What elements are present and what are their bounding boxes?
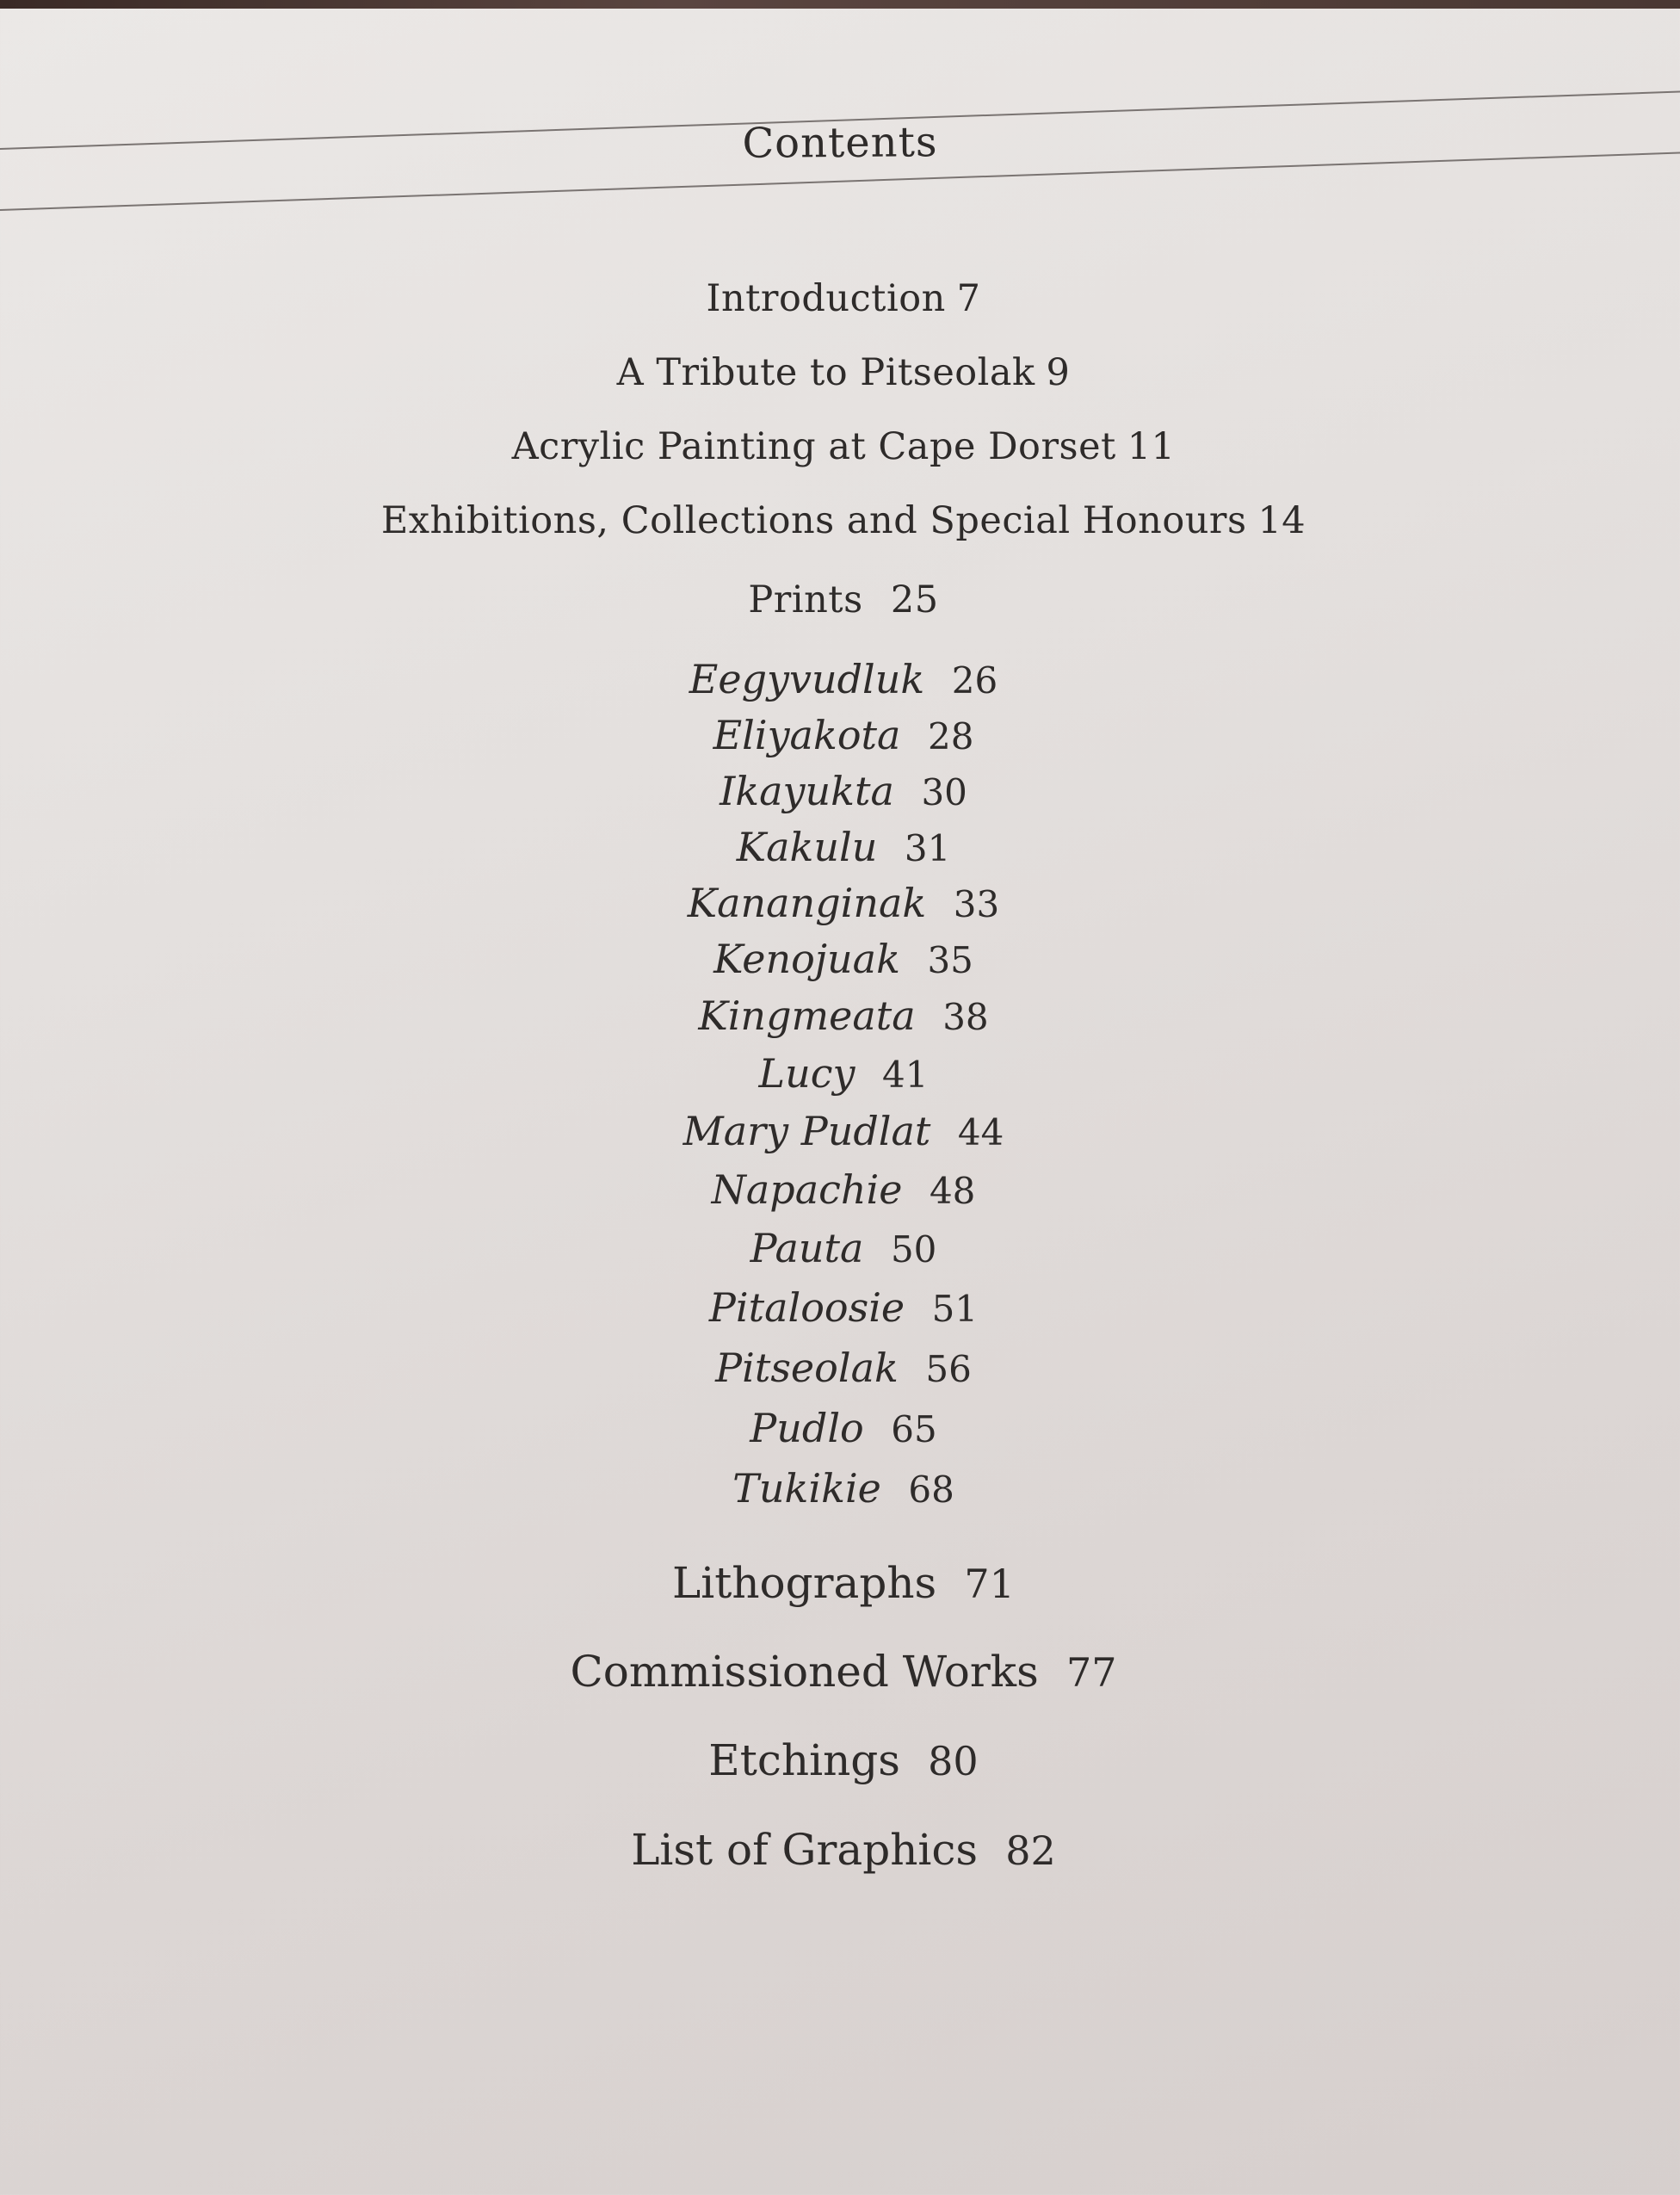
toc-artist-name: Kenojuak: [713, 936, 900, 982]
toc-entry-prints: [748, 578, 938, 621]
toc-artist-entry: [750, 1225, 937, 1271]
toc-artist-page: 30: [921, 771, 967, 813]
toc-entry-title: List of Graphics: [631, 1825, 979, 1875]
toc-artist-page: 33: [953, 883, 1000, 925]
toc-artist-name: Kingmeata: [698, 992, 916, 1039]
toc-artist-entry: [750, 1405, 936, 1451]
page-top-edge: [0, 0, 1680, 9]
toc-artist-page: 65: [891, 1408, 937, 1450]
toc-artist-page: 31: [904, 827, 951, 869]
toc-artist-entry: [737, 824, 951, 870]
toc-artist-name: Mary Pudlat: [682, 1108, 931, 1154]
toc-entry-page: 7: [956, 277, 981, 320]
toc-artist-entry: [683, 1108, 1004, 1154]
toc-artist-page: 68: [908, 1468, 954, 1511]
toc-entry-title: Introduction: [706, 277, 946, 320]
toc-artist-page: 48: [929, 1170, 976, 1212]
toc-artist-name: Pitaloosie: [708, 1284, 905, 1331]
toc-artist-name: Pitseolak: [715, 1345, 899, 1391]
toc-artist-page: 50: [890, 1228, 937, 1271]
toc-artist-entry: [732, 1465, 954, 1512]
toc-entry-exhibitions: [381, 499, 1306, 542]
toc-artist-name: Pauta: [750, 1225, 864, 1271]
toc-artist-entry: [688, 880, 1000, 926]
toc-entry-page: 14: [1257, 499, 1306, 542]
toc-entry-title: Prints: [748, 578, 863, 621]
toc-entry-page: 82: [1005, 1827, 1056, 1874]
toc-entry-title: Etchings: [708, 1735, 900, 1785]
toc-artist-name: Kakulu: [736, 824, 878, 870]
toc-artist-page: 35: [927, 939, 973, 981]
toc-entry-etchings: [708, 1735, 978, 1785]
toc-entry-title: A Tribute to Pitseolak: [616, 351, 1035, 394]
toc-entry-page: 80: [928, 1738, 979, 1784]
toc-artist-name: Eegyvudluk: [689, 656, 925, 702]
toc-artist-page: 28: [927, 715, 974, 757]
page-title: Contents: [742, 118, 938, 168]
toc-artist-name: Kananginak: [687, 880, 927, 926]
toc-entry-page: 11: [1127, 425, 1176, 468]
toc-entry-introduction: [706, 277, 980, 320]
toc-artist-entry: [713, 712, 974, 758]
toc-artist-name: Lucy: [758, 1050, 855, 1097]
toc-artist-entry: [712, 1166, 976, 1213]
toc-entry-title: Lithographs: [672, 1558, 937, 1608]
toc-artist-name: Tukikie: [732, 1465, 881, 1512]
toc-artist-entry: [720, 768, 967, 814]
toc-artist-page: 38: [942, 996, 989, 1038]
toc-entry-commissioned-works: [571, 1647, 1117, 1697]
toc-entry-acrylic-painting: [512, 425, 1176, 468]
toc-entry-title: Exhibitions, Collections and Special Honours: [380, 499, 1247, 542]
toc-artist-page: 44: [957, 1111, 1004, 1153]
toc-artist-name: Ikayukta: [720, 768, 894, 814]
toc-artist-entry: [689, 656, 998, 702]
toc-artist-entry: [698, 992, 988, 1039]
toc-entry-title: Acrylic Painting at Cape Dorset: [511, 425, 1116, 468]
toc-entry-list-of-graphics: [631, 1825, 1056, 1875]
toc-artist-entry: [713, 936, 973, 982]
toc-artist-page: 41: [881, 1054, 929, 1096]
toc-entry-page: 71: [964, 1561, 1015, 1607]
toc-artist-page: 56: [925, 1348, 972, 1390]
toc-entry-title: Commissioned Works: [570, 1647, 1039, 1697]
toc-artist-name: Eliyakota: [713, 712, 901, 758]
toc-artist-entry: [709, 1284, 978, 1331]
toc-artist-entry: [759, 1050, 929, 1097]
toc-entry-page: 77: [1065, 1649, 1117, 1696]
toc-entry-page: 9: [1046, 351, 1071, 394]
toc-entry-lithographs: [672, 1558, 1015, 1608]
toc-artist-page: 51: [931, 1288, 979, 1330]
toc-artist-page: 26: [951, 659, 998, 702]
toc-artist-name: Pudlo: [750, 1405, 864, 1451]
toc-entry-page: 25: [890, 578, 939, 621]
toc-artist-name: Napachie: [711, 1166, 903, 1213]
toc-entry-tribute: [617, 351, 1071, 394]
toc-artist-entry: [715, 1345, 972, 1391]
